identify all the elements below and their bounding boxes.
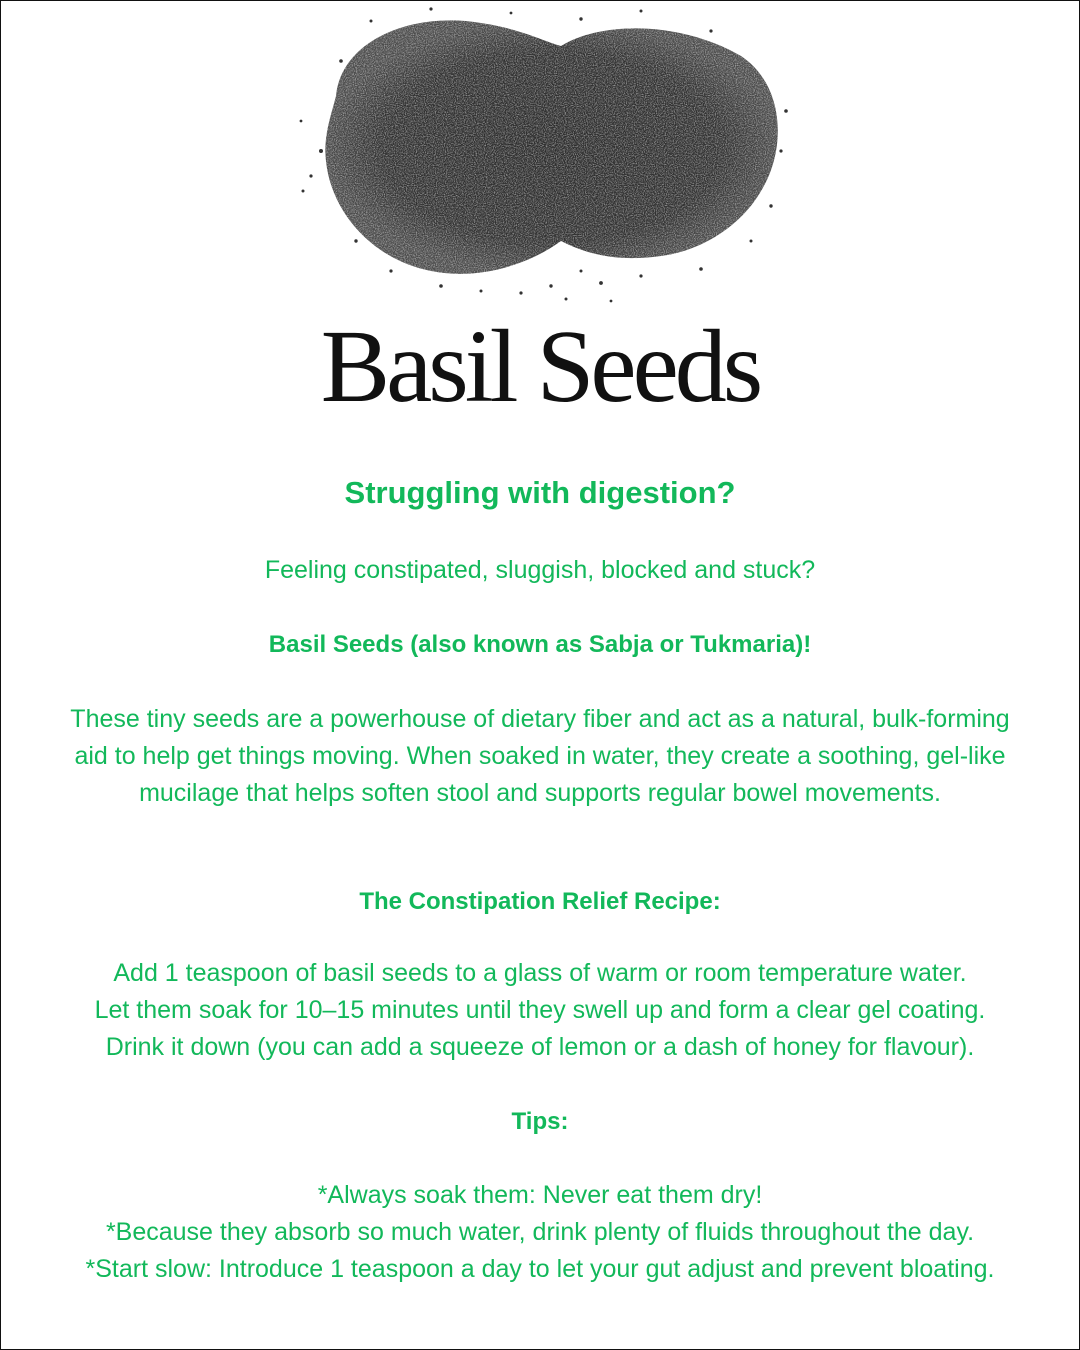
main-heading: Struggling with digestion?: [344, 475, 736, 510]
tip-item: *Start slow: Introduce 1 teaspoon a day to let your gut adjust and prevent bloating.: [85, 1255, 995, 1283]
subheading: Basil Seeds (also known as Sabja or Tukmaria)!: [268, 631, 812, 658]
basil-seeds-image: [281, 1, 801, 311]
recipe-line: Let them soak for 10–15 minutes until they swell up and form a clear gel coating.: [94, 996, 986, 1024]
description-paragraph: These tiny seeds are a powerhouse of dietary fiber and act as a natural, bulk-forming aid to help get things moving. When soaked in water, they create a soothing, gel-like mucilage that helps soften stool and supports regular bowel movements.: [70, 705, 1010, 807]
page-title: Basil Seeds: [320, 309, 760, 424]
recipe-line: Add 1 teaspoon of basil seeds to a glass of warm or room temperature water.: [113, 959, 967, 987]
tip-item: *Because they absorb so much water, drink plenty of fluids throughout the day.: [105, 1218, 975, 1246]
tip-item: *Always soak them: Never eat them dry!: [317, 1181, 763, 1209]
recipe-steps: [21, 955, 1059, 1066]
tips-heading: Tips:: [511, 1108, 569, 1135]
tips-list: [11, 1177, 1069, 1288]
intro-question: Feeling constipated, sluggish, blocked and stuck?: [264, 556, 816, 584]
recipe-heading: The Constipation Relief Recipe:: [359, 888, 721, 915]
recipe-line: Drink it down (you can add a squeeze of lemon or a dash of honey for flavour).: [105, 1033, 975, 1061]
